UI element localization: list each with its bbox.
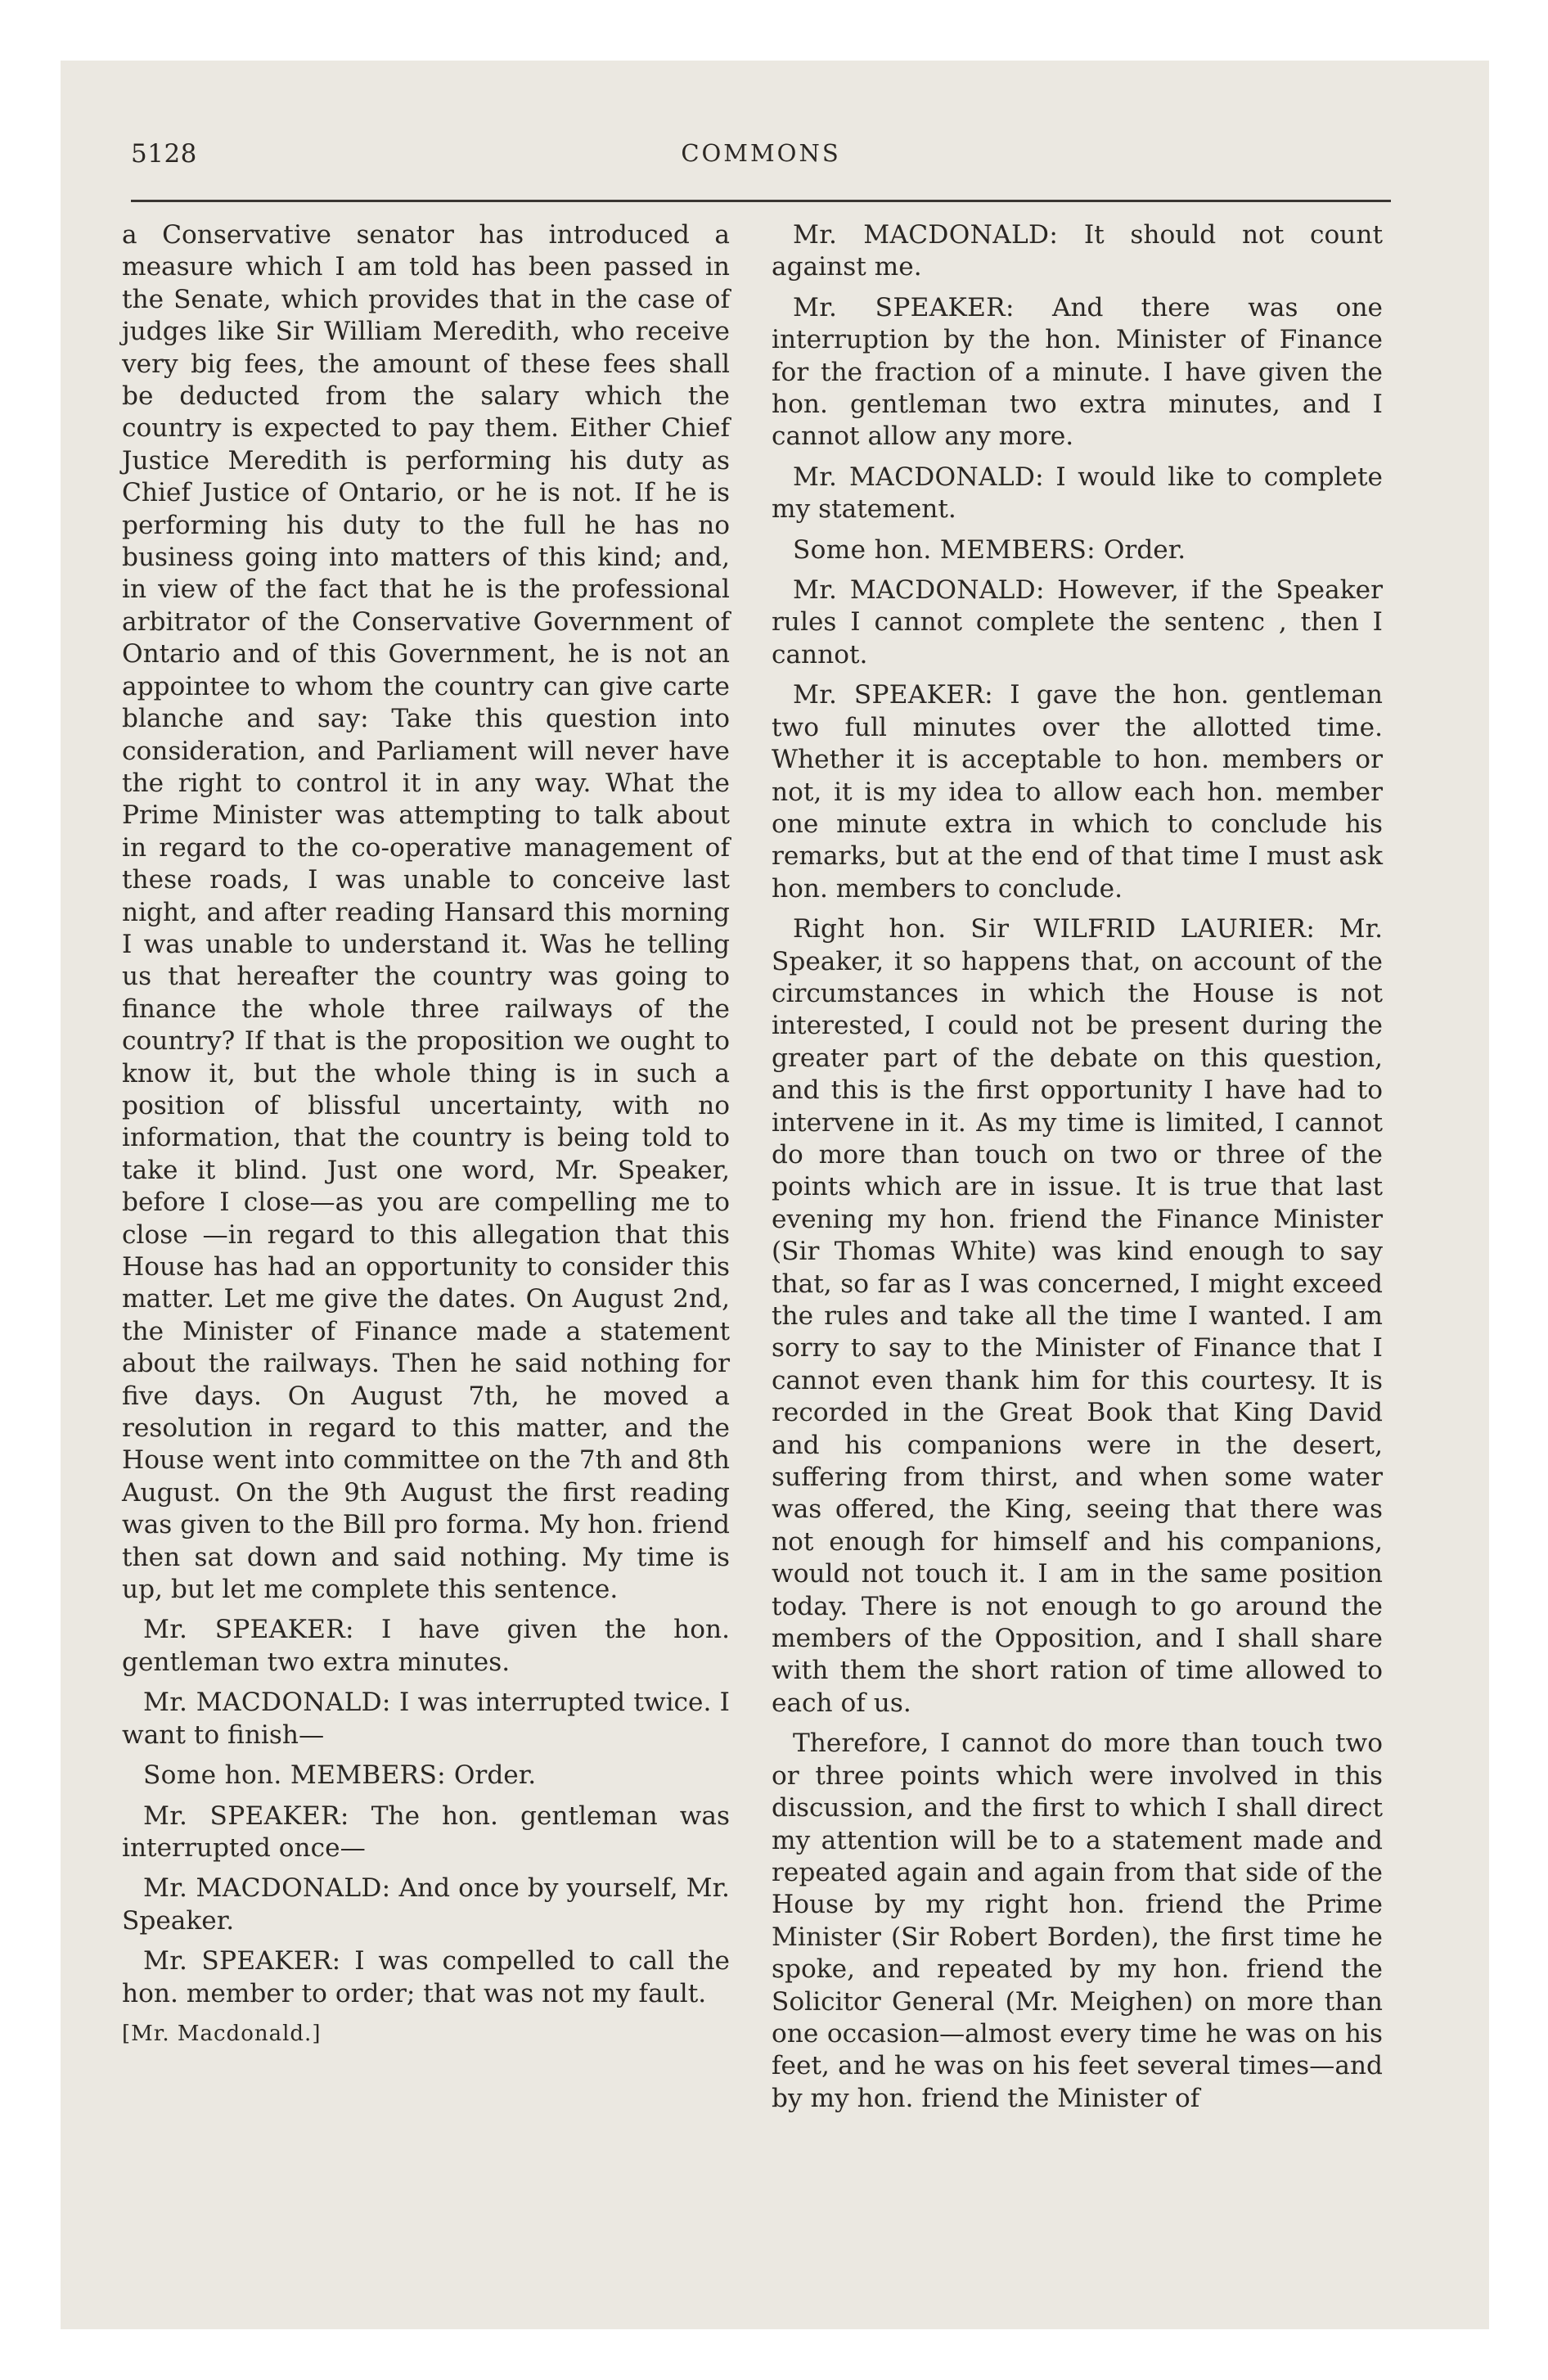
speech-text: I have given the hon. gentleman two extra minutes. bbox=[122, 1615, 730, 1677]
closing-paragraph: Therefore, I cannot do more than touch two or three points which were involved in this discussion, and the first to which I shall direct my attention will be to a statement made and repeated again and again from that side of the House by my right hon. friend the Prime Minister (Sir Robert Borden), the first time he spoke, and repeated by my hon. friend the Solicitor General (Mr. Meighen) on more than one occasion—almost every time he was on his feet, and he was on his feet several times—and by my hon. friend the Minister of bbox=[772, 1729, 1383, 2113]
speaker-name: Mr. MACDONALD: bbox=[793, 575, 1045, 606]
running-head: COMMONS bbox=[681, 139, 841, 167]
speech-text: Order. bbox=[1103, 534, 1186, 565]
speech-paragraph bbox=[122, 1614, 730, 1679]
page-number: 5128 bbox=[131, 139, 197, 169]
speech-text: However, if the Speaker rules I cannot complete the sentenc , then I cannot. bbox=[772, 575, 1383, 669]
speech-paragraph bbox=[772, 913, 1383, 1720]
speaker-name: Some hon. MEMBERS: bbox=[143, 1760, 446, 1791]
speech-paragraph bbox=[772, 575, 1383, 671]
speech-text: Mr. Speaker, it so happens that, on account of the circumstances in which the House is not interested, I could not be present during the greater part of the debate on this question, and this is the first opportunity I have had to intervene in it. As my time is limited, I cannot do more than touch on two or three of the points which are in issue. It is true that last evening my hon. friend the Finance Minister (Sir Thomas White) was kind enough to say that, so far as I was concerned, I might exceed the rules and take all the time I wanted. I am sorry to say to the Minister of Finance that I cannot even thank him for this courtesy. It is recorded in the Great Book that King David and his companions were in the desert, suffering from thirst, and when some water was offered, the King, seeing that there was not enough for himself and his companions, would not touch it. I am in the same position today. There is not enough to go around the members of the Opposition, and I shall share with them the short ration of time allowed to each of us. bbox=[772, 914, 1383, 1718]
speech-paragraph bbox=[772, 679, 1383, 905]
speaker-name: Mr. SPEAKER: bbox=[143, 1801, 349, 1831]
speaker-name: Mr. MACDONALD: bbox=[143, 1873, 391, 1904]
speaker-name: Mr. MACDONALD: bbox=[793, 462, 1044, 492]
speech-paragraph bbox=[122, 1687, 730, 1751]
speech-text: And once by yourself, Mr. Speaker. bbox=[122, 1873, 730, 1936]
continued-paragraph: a Conservative senator has introduced a measure which I am told has been passed in the Senate, which provides that in the case of judges like Sir William Meredith, who receive very big fees, the amount of these fees shall be deducted from the salary which the country is expected to pay them. Either Chief Justice Meredith is performing his duty as Chief Justice of Ontario, or he is not. If he is performing his duty to the full he has no business going into matters of this kind; and, in view of the fact that he is the professional arbitrator of the Conservative Government of Ontario and of this Government, he is not an appointee to whom the country can give carte blanche and say: Take this question into consideration, and Parliament will never have the right to control it in any way. What the Prime Minister was attempting to talk about in regard to the co-operative management of these roads, I was unable to conceive last night, and after reading Hansard this morning I was unable to understand it. Was he telling us that hereafter the country was going to finance the whole three railways of the country? If that is the proposition we ought to know it, but the whole thing is in such a position of blissful uncertainty, with no information, that the country is being told to take it blind. Just one word, Mr. Speaker, before I close—as you are compelling me to close —in regard to this allegation that this House has had an opportunity to consider this matter. Let me give the dates. On August 2nd, the Minister of Finance made a statement about the railways. Then he said nothing for five days. On August 7th, he moved a resolution in regard to this matter, and the House went into committee on the 7th and 8th August. On the 9th August the first reading was given to the Bill pro forma. My hon. friend then sat down and said nothing. My time is up, but let me complete this sentence. bbox=[122, 220, 730, 1605]
speaker-attribution: [Mr. Macdonald.] bbox=[122, 2021, 322, 2046]
speech-paragraph bbox=[122, 1945, 730, 2010]
speech-paragraph bbox=[122, 1760, 730, 1792]
speech-text: I was compelled to call the hon. member to order; that was not my fault. bbox=[122, 1946, 730, 2008]
speech-text: And there was one interruption by the hon. Minister of Finance for the fraction of a minute. I have given the hon. gentleman two extra minutes, and I cannot allow any more. bbox=[772, 292, 1383, 452]
speech-text: I was interrupted twice. I want to finish— bbox=[122, 1688, 730, 1750]
speaker-name: Right hon. Sir WILFRID LAURIER: bbox=[793, 914, 1316, 944]
page-header bbox=[131, 139, 1391, 188]
speaker-name: Mr. SPEAKER: bbox=[793, 292, 1015, 322]
speech-text: Order. bbox=[453, 1760, 537, 1791]
speech-paragraph bbox=[772, 219, 1383, 284]
speaker-name: Mr. MACDONALD: bbox=[143, 1688, 391, 1718]
speaker-name: Mr. SPEAKER: bbox=[143, 1615, 354, 1645]
speech-paragraph bbox=[772, 462, 1383, 526]
speech-text: I would like to complete my statement. bbox=[772, 462, 1383, 525]
speaker-name: Mr. SPEAKER: bbox=[793, 680, 993, 710]
header-rule bbox=[131, 200, 1391, 202]
speech-text: I gave the hon. gentleman two full minutes over the allotted time. Whether it is acceptable to hon. members or not, it is my idea to allow each hon. member one minute extra in which to conclude his remarks, but at the end of that time I must ask hon. members to conclude. bbox=[772, 680, 1383, 904]
speech-paragraph bbox=[772, 534, 1383, 566]
speech-text: It should not count against me. bbox=[772, 220, 1383, 282]
speech-paragraph bbox=[122, 1801, 730, 1865]
speaker-name: Mr. SPEAKER: bbox=[143, 1946, 341, 1977]
speaker-name: Some hon. MEMBERS: bbox=[793, 534, 1096, 565]
speech-paragraph bbox=[122, 1873, 730, 1937]
right-column bbox=[772, 219, 1383, 2123]
speech-paragraph bbox=[772, 292, 1383, 453]
speech-text: The hon. gentleman was interrupted once— bbox=[122, 1801, 730, 1863]
speaker-name: Mr. MACDONALD: bbox=[793, 220, 1059, 250]
left-column bbox=[122, 219, 730, 2058]
